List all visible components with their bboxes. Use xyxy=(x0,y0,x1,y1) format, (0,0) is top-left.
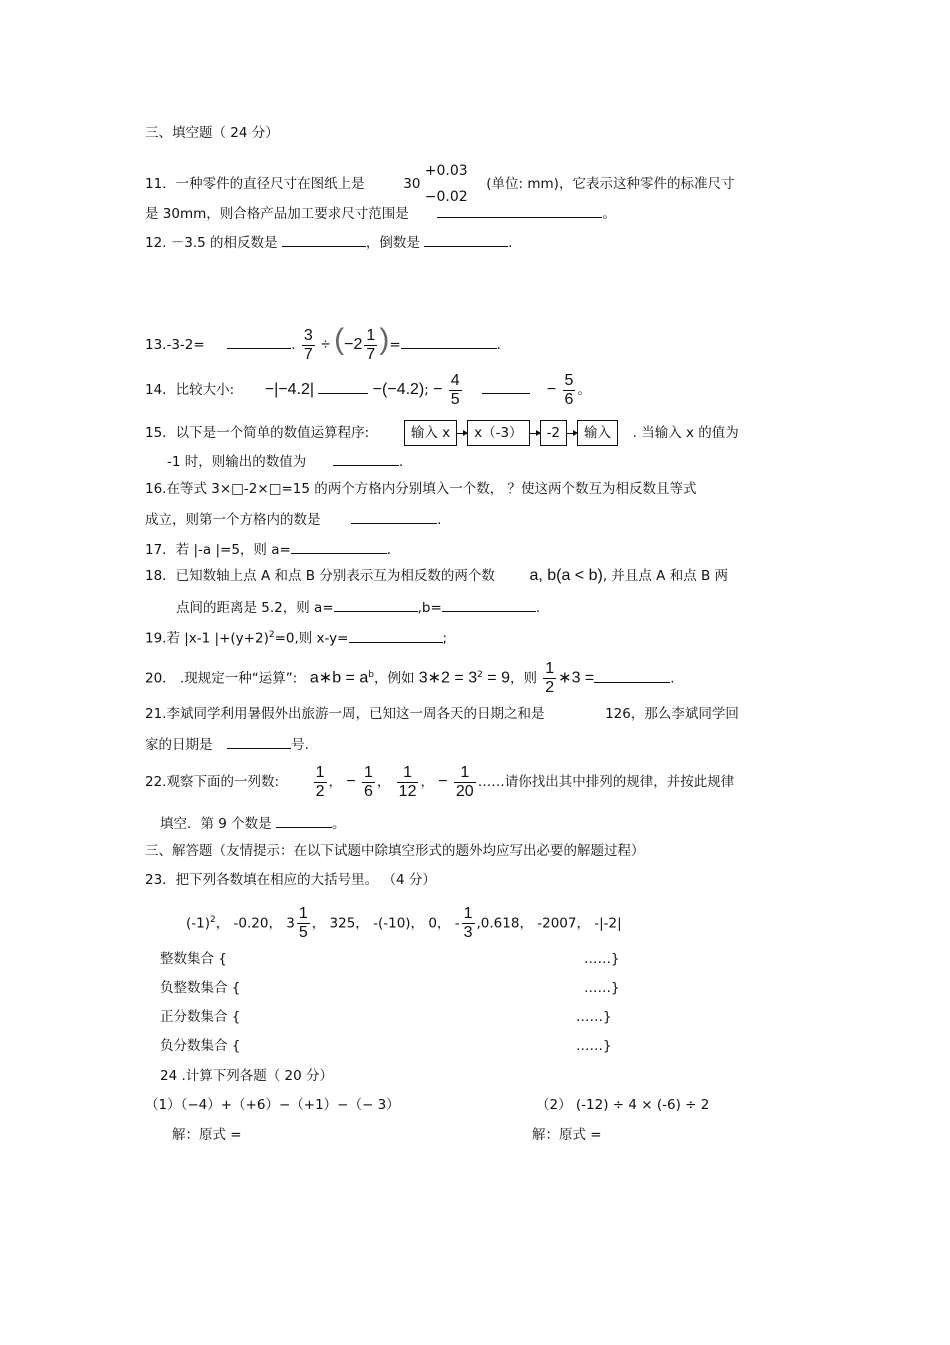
q13-dot: . xyxy=(291,337,296,353)
q22-sep: ， xyxy=(420,774,434,790)
q11-text: 11．一种零件的直径尺寸在图纸上是 xyxy=(145,176,365,192)
set-neg-integer-label: 负整数集合 { xyxy=(160,980,241,996)
flow-box-subtract: -2 xyxy=(540,420,567,446)
q22-text2: ……请你找出其中排列的规律，并按此规律 xyxy=(477,774,735,790)
q24-solution-1: 解：原式 = xyxy=(172,1127,242,1143)
q22-text: 22.观察下面的一列数: xyxy=(145,774,280,790)
question-19 xyxy=(145,626,447,648)
q14-semi: ; xyxy=(424,382,429,398)
question-20 xyxy=(145,655,675,699)
set-pos-fraction-end: ……} xyxy=(576,1009,612,1025)
q20-example: 3∗2 = 3 xyxy=(418,669,478,687)
q12-blank-1[interactable] xyxy=(282,232,366,247)
q14-num-1: 4 xyxy=(450,371,460,389)
q22-den-4: 20 xyxy=(455,782,474,800)
q13-den-1: 7 xyxy=(303,345,313,363)
q13-fraction-1 xyxy=(302,327,315,364)
q14-minus-2: − xyxy=(546,381,557,398)
q18-text2: , 并且点 A 和点 B 两 xyxy=(602,568,729,584)
q23-sup: 2 xyxy=(210,915,216,925)
q13-text: 13.-3-2= xyxy=(145,337,205,353)
q22-den-3: 12 xyxy=(398,782,417,800)
flow-arrow-icon xyxy=(457,433,467,434)
q18-blank-a[interactable] xyxy=(334,597,418,612)
q18-text: 18．已知数轴上点 A 和点 B 分别表示互为相反数的两个数 xyxy=(145,568,495,584)
q13-blank-1[interactable] xyxy=(227,334,291,349)
q20-text: 20． .现规定一种“运算”: xyxy=(145,670,298,687)
q14-den-1: 5 xyxy=(450,390,460,408)
question-16-line1: 16.在等式 3×□-2×□=15 的两个方格内分别填入一个数， ？使这两个数互为相反数且等式 xyxy=(145,481,697,497)
q24-part-2: （2） (-12) ÷ 4 × (-6) ÷ 2 xyxy=(536,1097,710,1113)
q24-solution-2: 解：原式 = xyxy=(532,1127,602,1143)
q11-answer-blank[interactable] xyxy=(437,203,602,218)
q11-end: 。 xyxy=(602,206,616,222)
question-14 xyxy=(145,370,591,410)
q15-end: . xyxy=(398,454,404,470)
q23-num: 1 xyxy=(463,905,473,922)
question-18-line1 xyxy=(145,567,728,585)
q14-minus-1: − xyxy=(433,381,443,398)
q19-text: 19.若 |x-1 |+(y+2) xyxy=(145,630,269,647)
q21-end: 号. xyxy=(291,737,309,753)
q18-blank-b[interactable] xyxy=(442,597,536,612)
q22-sep: ， xyxy=(328,774,343,790)
q12-text: 12. －3.5 的相反数是 xyxy=(145,235,278,251)
q14-expr-1: −|−4.2| xyxy=(264,381,315,398)
q16-end: . xyxy=(437,512,442,528)
q23-nums-4: ,0.618， -2007， -|-2| xyxy=(476,915,622,932)
q22-fraction-3 xyxy=(397,764,419,801)
q20-definition: a∗b = a xyxy=(309,669,369,687)
q23-mix-den: 5 xyxy=(298,924,308,941)
q14-text: 14．比较大小: xyxy=(145,382,235,398)
q16-text: 成立，则第一个方格内的数是 xyxy=(145,512,321,528)
flow-box-input: 输入 x xyxy=(404,420,457,446)
q16-answer-blank[interactable] xyxy=(351,509,437,524)
q11-upper: +0.03 xyxy=(424,163,468,179)
q15-answer-blank[interactable] xyxy=(333,451,399,466)
flow-box-output: 输入 xyxy=(577,420,618,446)
question-15-line1 xyxy=(145,420,739,446)
q22-fraction-2 xyxy=(362,764,375,801)
set-neg-fraction-label: 负分数集合 { xyxy=(160,1038,241,1054)
question-15-line2 xyxy=(167,451,403,471)
q19-text2: =0,则 x-y= xyxy=(274,630,349,647)
q23-fraction xyxy=(462,905,475,942)
question-21-line2 xyxy=(145,734,309,754)
q20-end: . xyxy=(670,670,675,687)
question-22-line2 xyxy=(160,813,345,833)
question-17 xyxy=(145,539,391,559)
q22-end: 。 xyxy=(331,816,346,832)
q21-text3: 家的日期是 xyxy=(145,737,213,753)
question-18-line2 xyxy=(176,597,540,617)
q15-text2: . 当输入 x 的值为 xyxy=(632,425,739,441)
q11-text2: 是 30mm，则合格产品加工要求尺寸范围是 xyxy=(145,206,409,222)
q23-nums-2: ， -0.20， 3 xyxy=(215,915,295,932)
question-24-title: 24 .计算下列各题（ 20 分） xyxy=(160,1068,334,1084)
q12-text2: ，倒数是 xyxy=(365,235,420,251)
flow-arrow-icon xyxy=(567,433,577,434)
q17-end: . xyxy=(386,542,392,558)
q22-num-2: 1 xyxy=(363,763,373,781)
q19-end: ; xyxy=(442,630,448,647)
q13-num-2: 1 xyxy=(366,326,376,344)
question-23-numbers xyxy=(186,898,622,946)
q12-end: . xyxy=(508,235,513,251)
q22-den-1: 2 xyxy=(315,782,325,800)
q22-minus-1: − xyxy=(346,773,356,790)
q13-blank-2[interactable] xyxy=(401,334,497,349)
q22-minus-2: − xyxy=(438,773,448,790)
q11-unit-text: (单位: mm)，它表示这种零件的标准尺寸 xyxy=(486,176,735,192)
q17-text: 17．若 |-a |=5，则 a= xyxy=(145,542,291,558)
q20-text3: ，则 xyxy=(509,670,537,687)
q11-lower: −0.02 xyxy=(424,189,468,205)
set-integer-end: ……} xyxy=(584,951,620,967)
q21-text2: 126，那么李斌同学回 xyxy=(605,706,739,722)
q19-answer-blank[interactable] xyxy=(349,628,443,643)
q18-text4: ,b= xyxy=(417,600,442,616)
q20-fraction xyxy=(543,660,556,697)
flow-arrow-icon xyxy=(530,433,540,434)
section-title-fill: 三、填空题（ 24 分） xyxy=(145,125,279,141)
q13-equals: = xyxy=(389,337,401,353)
question-12 xyxy=(145,232,512,252)
q20-def-sup: b xyxy=(368,670,374,680)
q22-text3: 填空．第 9 个数是 xyxy=(160,816,272,832)
q22-num-4: 1 xyxy=(454,764,476,783)
q18-ab: a, b(a < b) xyxy=(529,567,603,584)
q11-base: 30 xyxy=(403,176,421,192)
flow-box-multiply: x（-3） xyxy=(467,420,529,446)
q22-sep: ， xyxy=(376,774,391,790)
section-title-solve: 三、解答题（友情提示：在以下试题中除填空形式的题外均应写出必要的解题过程） xyxy=(145,843,645,859)
q22-den-2: 6 xyxy=(363,782,373,800)
q19-sup: 2 xyxy=(268,630,275,640)
q13-den-2: 7 xyxy=(366,345,376,363)
q13-paren-close: ) xyxy=(379,323,390,356)
question-16-line2 xyxy=(145,509,441,529)
q14-fraction-1 xyxy=(449,372,462,409)
q23-nums-1: (-1) xyxy=(186,915,210,932)
set-pos-fraction-label: 正分数集合 { xyxy=(160,1009,241,1025)
q20-ex-sup: 2 xyxy=(477,670,483,680)
q14-expr-2: −(−4.2) xyxy=(372,381,425,398)
q22-fraction-1 xyxy=(314,764,327,801)
q23-den: 3 xyxy=(463,924,473,941)
q14-fraction-2 xyxy=(563,372,576,409)
q13-end: . xyxy=(496,337,501,353)
set-integer-label: 整数集合 { xyxy=(160,951,227,967)
q13-num-1: 3 xyxy=(303,326,313,344)
q22-num-3: 1 xyxy=(397,764,419,783)
q14-blank-1[interactable] xyxy=(318,379,368,394)
q18-end: . xyxy=(535,600,541,616)
q17-answer-blank[interactable] xyxy=(291,539,387,554)
q20-answer-blank[interactable] xyxy=(594,668,670,683)
q22-fraction-4 xyxy=(454,764,476,801)
q22-num-1: 1 xyxy=(315,763,325,781)
set-neg-fraction-end: ……} xyxy=(576,1038,612,1054)
question-22-line1 xyxy=(145,760,734,804)
q20-text2: ，例如 xyxy=(373,670,415,687)
question-13 xyxy=(145,320,501,365)
question-11-line2 xyxy=(145,203,616,223)
q21-answer-blank[interactable] xyxy=(227,734,291,749)
q22-answer-blank[interactable] xyxy=(276,813,332,828)
q14-end: 。 xyxy=(577,382,591,398)
q23-mixed-fraction xyxy=(297,905,310,942)
q13-divide: ÷ xyxy=(321,336,330,353)
q20-example2: = 9 xyxy=(482,669,510,687)
q13-paren-open: ( xyxy=(334,323,345,356)
q21-text: 21.李斌同学利用暑假外出旅游一周，已知这一周各天的日期之和是 xyxy=(145,706,545,722)
q20-den: 2 xyxy=(545,679,555,696)
question-23-title: 23．把下列各数填在相应的大括号里。 （4 分） xyxy=(145,872,436,888)
set-neg-integer-end: ……} xyxy=(584,980,620,996)
q24-part-1: （1）（−4）+（+6）−（+1）−（− 3） xyxy=(145,1097,400,1113)
q15-text: 15．以下是一个简单的数值运算程序: xyxy=(145,425,370,441)
q20-num: 1 xyxy=(545,660,555,677)
q13-fraction-2 xyxy=(364,327,377,364)
q13-whole: −2 xyxy=(344,336,363,353)
q18-text3: 点间的距离是 5.2，则 a= xyxy=(176,600,334,616)
q14-num-2: 5 xyxy=(564,371,574,389)
q20-expr: ∗3 = xyxy=(558,669,595,687)
q12-blank-2[interactable] xyxy=(424,232,508,247)
q23-nums-3: ， 325， -(-10)， 0， - xyxy=(311,915,460,932)
q23-mix-num: 1 xyxy=(298,905,308,922)
q15-text3: -1 时，则输出的数值为 xyxy=(167,454,307,470)
q14-den-2: 6 xyxy=(564,390,574,408)
question-21-line1 xyxy=(145,705,739,723)
q14-blank-2[interactable] xyxy=(482,379,530,394)
